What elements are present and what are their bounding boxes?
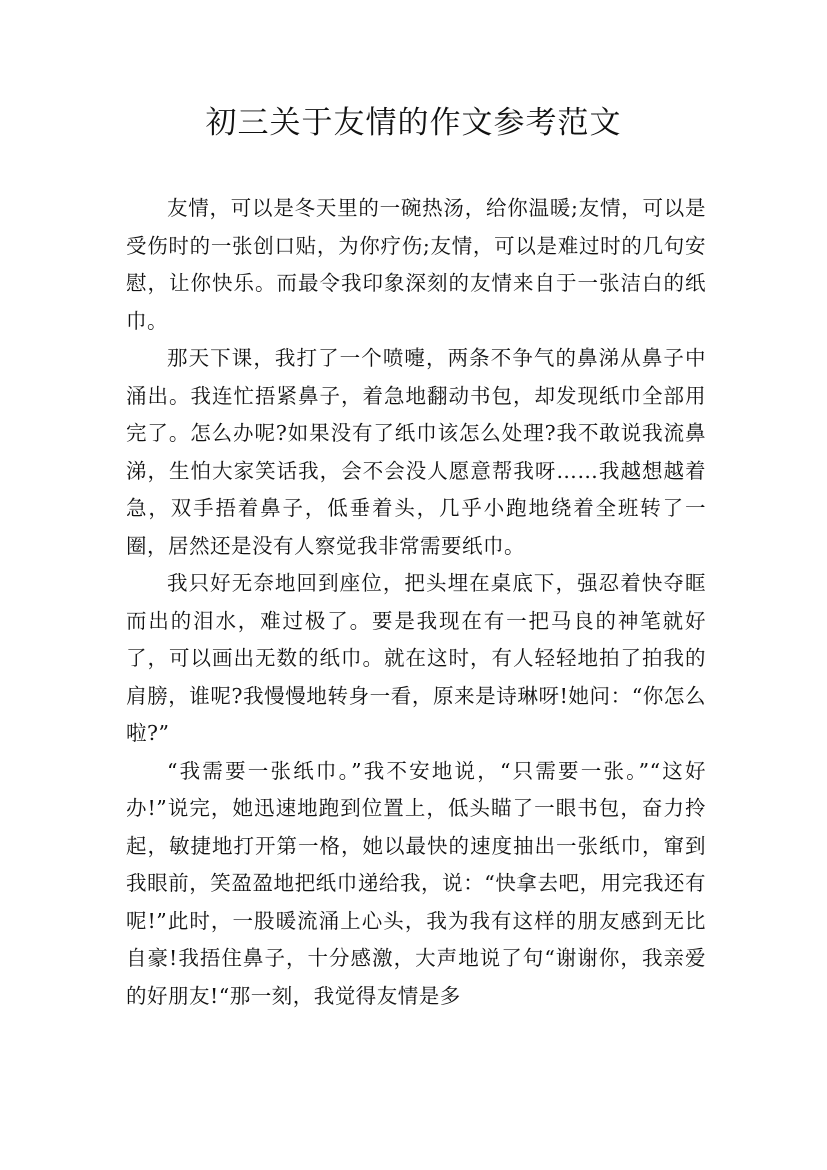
paragraph-2: 那天下课，我打了一个喷嚏，两条不争气的鼻涕从鼻子中涌出。我连忙捂紧鼻子，着急地翻动书包，却发现纸巾全部用完了。怎么办呢?如果没有了纸巾该怎么处理?我不敢说我流鼻涕，生怕大家笑话我，会不会没人愿意帮我呀……我越想越着急，双手捂着鼻子，低垂着头，几乎小跑地绕着全班转了一圈，居然还是没有人察觉我非常需要纸巾。 bbox=[126, 346, 706, 558]
document-body bbox=[126, 190, 706, 1015]
paragraph-4: “我需要一张纸巾。”我不安地说，“只需要一张。”“这好办!”说完，她迅速地跑到位置上，低头瞄了一眼书包，奋力拎起，敏捷地打开第一格，她以最快的速度抽出一张纸巾，窜到我眼前，笑盈盈地把纸巾递给我，说：“快拿去吧，用完我还有呢!”此时，一股暖流涌上心头，我为我有这样的朋友感到无比自豪!我捂住鼻子，十分感激，大声地说了句“谢谢你，我亲爱的好朋友!“那一刻，我觉得友情是多 bbox=[126, 758, 706, 1008]
paragraph-1: 友情，可以是冬天里的一碗热汤，给你温暖;友情，可以是受伤时的一张创口贴，为你疗伤;友情，可以是难过时的几句安慰，让你快乐。而最令我印象深刻的友情来自于一张洁白的纸巾。 bbox=[126, 196, 706, 333]
paragraph-3: 我只好无奈地回到座位，把头埋在桌底下，强忍着快夺眶而出的泪水，难过极了。要是我现在有一把马良的神笔就好了，可以画出无数的纸巾。就在这时，有人轻轻地拍了拍我的肩膀，谁呢?我慢慢地转身一看，原来是诗琳呀!她问：“你怎么啦?” bbox=[126, 571, 706, 745]
document-title: 初三关于友情的作文参考范文 bbox=[205, 105, 622, 141]
